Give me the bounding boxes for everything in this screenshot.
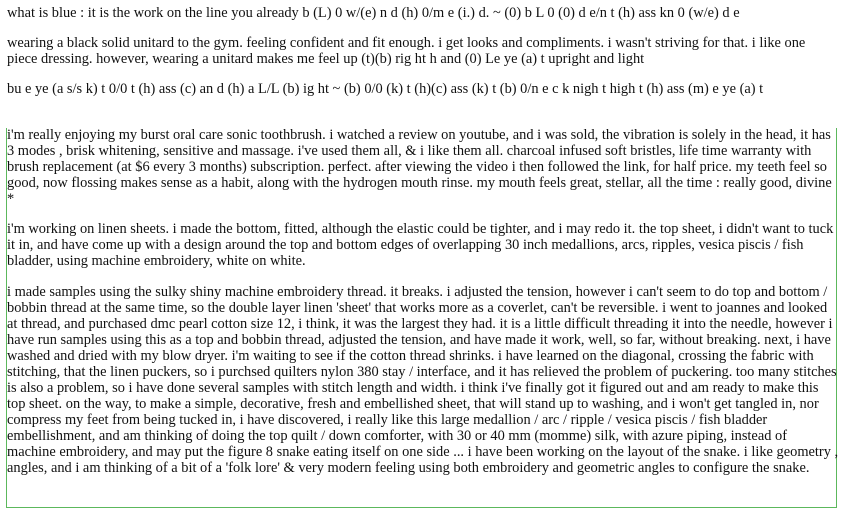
paragraph-wordplay: bu e ye (a s/s k) t 0/0 t (h) ass (c) an d (h) a L/L (b) ig ht ~ (b) 0/0 (k) t (h)(c) ass (k) t (b) 0/n e c k nigh t high t (h) ass (m) e ye (a) t — [7, 81, 764, 97]
paragraph-unitard: wearing a black solid unitard to the gym. feeling confident and fit enough. i get looks and compliments. i wasn't striving for that. i like one piece dressing. however, wearing a unitard makes me feel up (t)(b) rig ht h and (0) Le ye (a) t upright and light — [7, 35, 806, 67]
paragraph-embroidery-samples: i made samples using the sulky shiny machine embroidery thread. it breaks. i adjusted the tension, however i can't seem to do top and bottom / bobbin thread at the same time, so the double layer linen 'sheet' that works more as a coverlet, can't be reversible. i went to joannes and looked at thread, and purchased dmc pearl cotton size 12, i think, it was the largest they had. it is a little difficult threading it into the needle, however i have run samples using this as a top and bobbin thread, adjusted the tension, and have made it work, well, so far, without breaking. next, i have washed and dried with my blow dryer. i'm waiting to see if the cotton thread shrinks. i have learned on the diagonal, crossing the fabric with stitching, that the linen puckers, so i purchsed quilters nylon 380 stay / interface, and it has relieved the problem of puckering. too many stitches is also a problem, so i have done several samples with stitch length and width. i think i've finally got it figured out and am ready to make this top sheet. on the way, to make a simple, decorative, fresh and embellished sheet, that will stand up to washing, and i won't get tangled in, nor compress my feet from being tucked in, i have discovered, i really like this large medallion / arc / ripple / vesica piscis / fish bladder embellishment, and am thinking of doing the top quilt / down comforter, with 30 or 40 mm (momme) silk, with azure piping, instead of machine embroidery, and may put the figure 8 snake eating itself on one side ... i have been working on the layout of the snake. i like geometry , angles, and i am thinking of a bit of a 'folk lore' & very modern feeling using both embroidery and geometric angles to configure the snake. — [7, 284, 839, 476]
paragraph-linen-sheets: i'm working on linen sheets. i made the bottom, fitted, although the elastic could be tighter, and i may redo it. the top sheet, i didn't want to tuck it in, and have come up with a design around the top and bottom edges of overlapping 30 inch medallions, arcs, ripples, vesica piscis / fish bladder, using machine embroidery, white on white. — [7, 221, 834, 269]
paragraph-toothbrush: i'm really enjoying my burst oral care sonic toothbrush. i watched a review on youtube, and i was sold, the vibration is solely in the head, it has 3 modes , brisk whitening, sensitive and massage. i've used them all, & i like them all. charcoal infused soft bristles, life time warranty with brush replacement (at $6 every 3 months) subscription. perfect. after viewing the video i then followed the link, for half price. my teeth feel so good, now flossing makes sense as a habit, along with the hydrogen mouth rinse. my mouth feels great, stellar, all the time : really good, divine * — [7, 127, 832, 207]
paragraph-what-is-blue: what is blue : it is the work on the line you already b (L) 0 w/(e) n d (h) 0/m e (i.) d. ~ (0) b L 0 (0) d e/n t (h) ass kn 0 (w/e) d e — [7, 5, 740, 21]
